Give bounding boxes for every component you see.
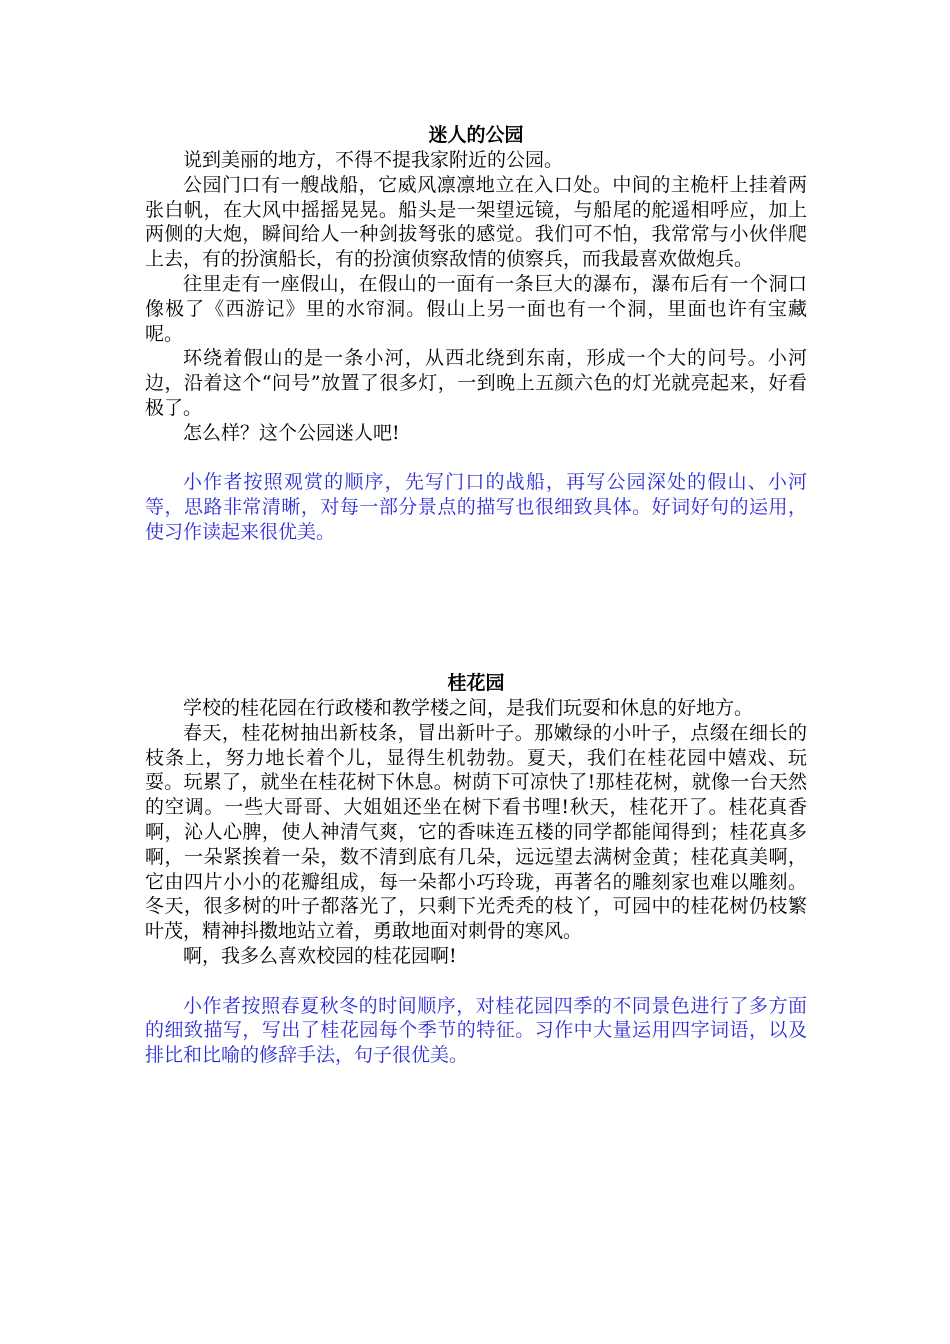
essay-paragraph: 往里走有一座假山，在假山的一面有一条巨大的瀑布，瀑布后有一个洞口像极了《西游记》里的水帘洞。假山上另一面也有一个洞，里面也许有宝藏呢。: [145, 272, 807, 345]
teacher-comment: 小作者按照春夏秋冬的时间顺序，对桂花园四季的不同景色进行了多方面的细致描写，写出了桂花园每个季节的特征。习作中大量运用四字词语，以及排比和比喻的修辞手法，句子很优美。: [145, 994, 807, 1067]
essay-title: 迷人的公园: [428, 124, 524, 146]
essay-title: 桂花园: [447, 672, 505, 694]
blank-line: [145, 969, 807, 994]
essay-paragraph: 春天，桂花树抽出新枝条，冒出新叶子。那嫩绿的小叶子，点缀在细长的枝条上，努力地长着个儿，显得生机勃勃。夏天，我们在桂花园中嬉戏、玩耍。玩累了，就坐在桂花树下休息。树荫下可凉快了!那桂花树，就像一台天然的空调。一些大哥哥、大姐姐还坐在树下看书哩!秋天，桂花开了。桂花真香啊，沁人心脾，使人神清气爽，它的香味连五楼的同学都能闻得到；桂花真多啊，一朵紧挨着一朵，数不清到底有几朵，远远望去满树金黄；桂花真美啊，它由四片小小的花瓣组成，每一朵都小巧玲珑，再著名的雕刻家也难以雕刻。冬天，很多树的叶子都落光了，只剩下光秃秃的枝丫，可园中的桂花树仍枝繁叶茂，精神抖擞地站立着，勇敢地面对刺骨的寒风。: [145, 721, 807, 943]
essay-osmanthus-garden: [145, 670, 807, 1068]
teacher-comment: 小作者按照观赏的顺序，先写门口的战船，再写公园深处的假山、小河等，思路非常清晰，对每一部分景点的描写也很细致具体。好词好句的运用，使习作读起来很优美。: [145, 471, 807, 543]
essay-paragraph: 说到美丽的地方，不得不提我家附近的公园。: [183, 149, 564, 171]
essay-paragraph: 环绕着假山的是一条小河，从西北绕到东南，形成一个大的问号。小河边，沿着这个“问号”放置了很多灯，一到晚上五颜六色的灯光就亮起来，好看极了。: [145, 347, 807, 419]
essay-paragraph: 怎么样？这个公园迷人吧!: [183, 421, 400, 444]
essay-paragraph: 公园门口有一艘战船，它威风凛凛地立在入口处。中间的主桅杆上挂着两张白帆，在大风中摇摇晃晃。船头是一架望远镜，与船尾的舵遥相呼应，加上两侧的大炮，瞬间给人一种剑拔弩张的感觉。我们可不怕，我常常与小伙伴爬上去，有的扮演船长，有的扮演侦察敌情的侦察兵，而我最喜欢做炮兵。: [145, 173, 807, 271]
blank-line: [145, 446, 807, 471]
essay-paragraph: 学校的桂花园在行政楼和教学楼之间，是我们玩耍和休息的好地方。: [183, 697, 754, 719]
essay-park: [145, 122, 807, 545]
essay-paragraph: 啊，我多么喜欢校园的桂花园啊!: [183, 944, 457, 967]
